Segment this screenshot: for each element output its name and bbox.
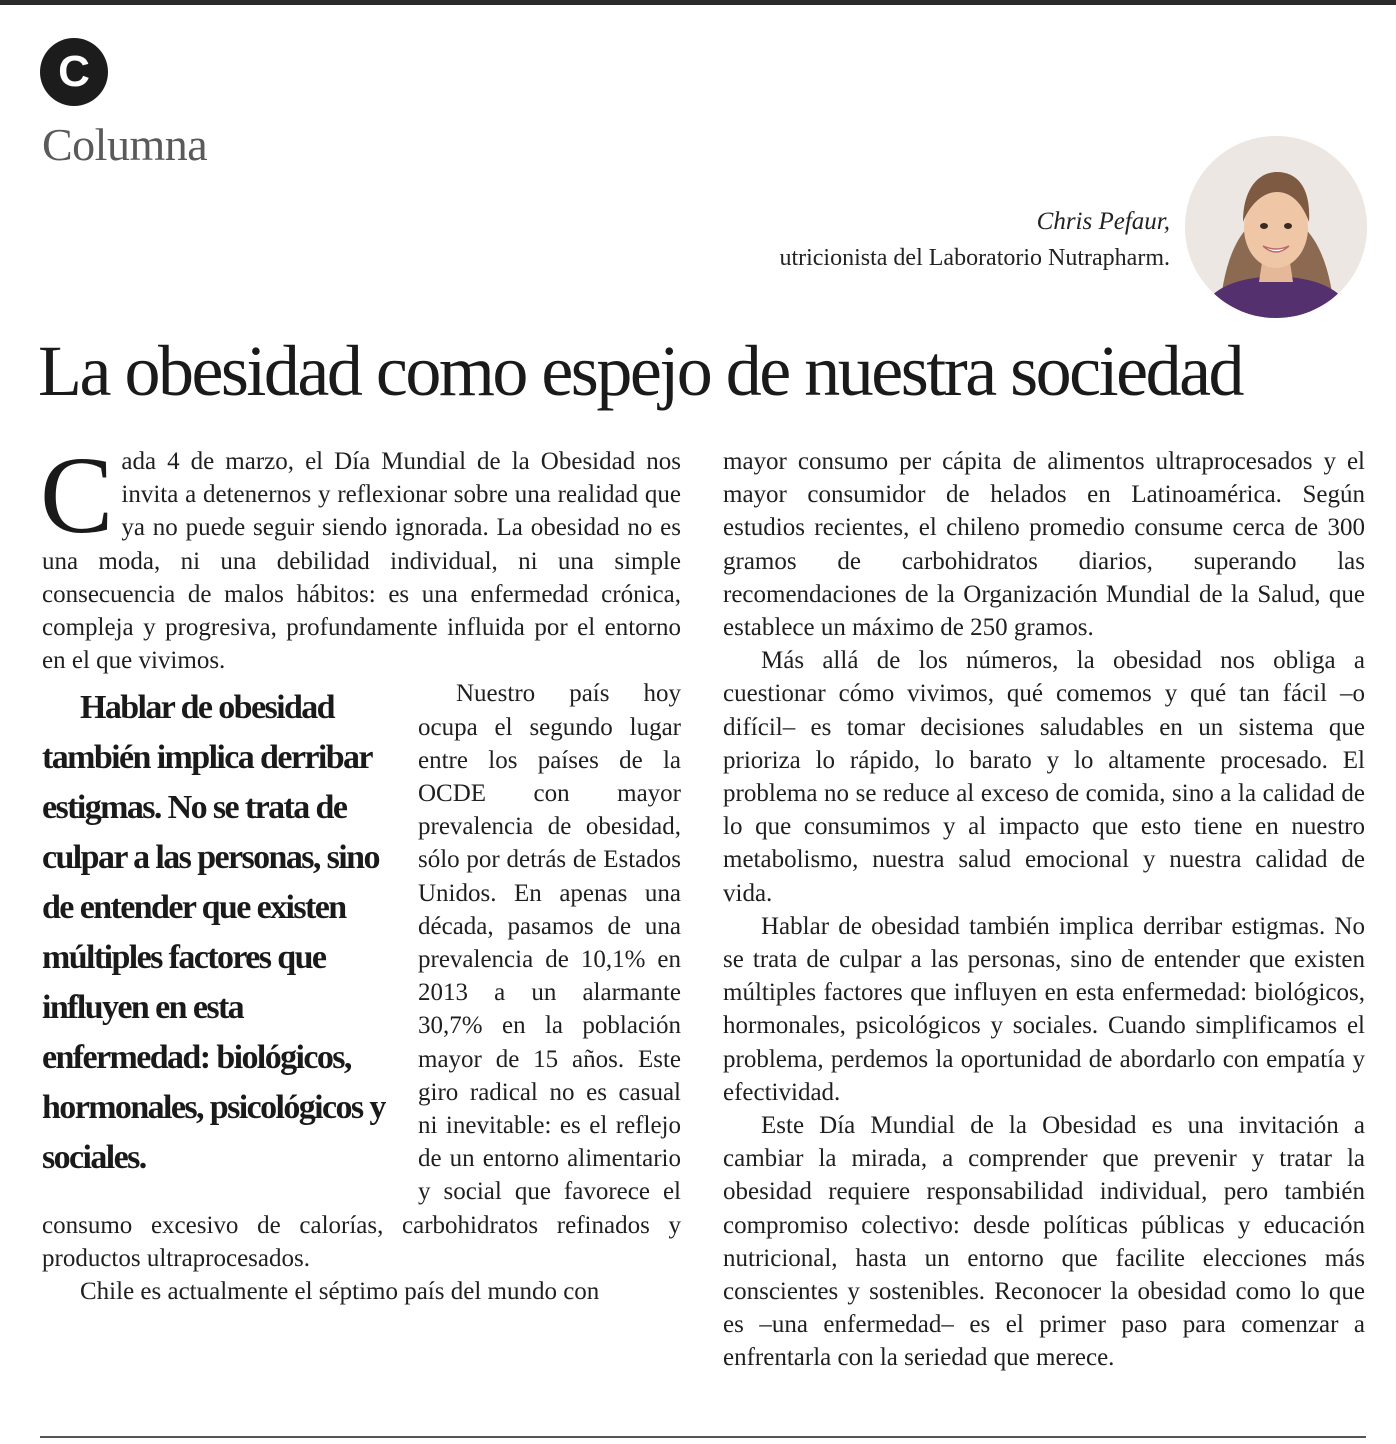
- top-rule: [0, 0, 1396, 5]
- paragraph-5: Hablar de obesidad también implica derribar estigmas. No se trata de culpar a las personas, sino de entender que existen múltiples factores que influyen en esta enfermedad: biológicos, hormonales, psicológicos y sociales. Cuando simplificamos el problema, perdemos la oportunidad de abordarlo con empatía y efectividad.: [723, 912, 1365, 1106]
- column-badge: C: [40, 38, 108, 106]
- author-role: utricionista del Laboratorio Nutrapharm.: [779, 245, 1170, 271]
- headline: La obesidad como espejo de nuestra sociedad: [38, 331, 1243, 411]
- author-portrait-icon: [1185, 136, 1367, 318]
- paragraph-3-continued: mayor consumo per cápita de alimentos ultraprocesados y el mayor consumidor de helados en Latinoamérica. Según estudios recientes, el chileno promedio consume cerca de 300 gramos de carbohidratos diarios, superando las recomendaciones de la Organización Mundial de la Salud, que establece un máximo de 250 gramos.: [723, 448, 1365, 642]
- paragraph-1-text: ada 4 de marzo, el Día Mundial de la Obesidad nos invita a detenernos y reflexionar sobre una realidad que ya no puede seguir siendo ignorada. La obesidad no es una moda, ni una debilidad individual, ni una simple consecuencia de malos hábitos: es una enfermedad crónica, compleja y progresiva, profundamente influida por el entorno en el que vivimos.: [42, 448, 681, 675]
- pull-quote: Hablar de obesidad también implica derribar estigmas. No se trata de culpar a las personas, sino de entender que existen múltiples factores que influyen en esta enfermedad: biológicos, hormonales, psicológicos y sociales.: [42, 689, 385, 1177]
- article-column-right: [723, 445, 1365, 1375]
- author-name: Chris Pefaur,: [1036, 208, 1170, 235]
- section-label: Columna: [42, 119, 208, 170]
- paragraph-3-start: Chile es actualmente el séptimo país del mundo con: [80, 1278, 600, 1306]
- paragraph-6: Este Día Mundial de la Obesidad es una invitación a cambiar la mirada, a comprender que prevenir y tratar la obesidad requiere responsabilidad individual, pero también compromiso colectivo: desde políticas públicas y educación nutricional, hasta un entorno que facilite elecciones más conscientes y sostenibles. Reconocer la obesidad como lo que es –una enfermedad– es el primer paso para comenzar a enfrentarla con la seriedad que merece.: [723, 1112, 1365, 1372]
- paragraph-4: Más allá de los números, la obesidad nos obliga a cuestionar cómo vivimos, qué comemos y qué tan fácil –o difícil– es tomar decisiones saludables en un sistema que prioriza lo rápido, lo barato y lo altamente procesado. El problema no se reduce al exceso de comida, sino a la calidad de lo que consumimos y al impacto que esto tiene en nuestro metabolismo, nuestra salud emocional y nuestra calidad de vida.: [723, 647, 1365, 907]
- bottom-rule: [40, 1436, 1366, 1438]
- paragraph-2: [42, 677, 681, 1275]
- paragraph-1: [40, 434, 681, 677]
- paragraph-2-text: Nuestro país hoy ocupa el segundo lugar entre los países de la OCDE con mayor prevalencia de obesidad, sólo por detrás de Estados Unidos. En apenas una década, pasamos de una prevalencia de 10,1% en 2013 a un alarmante 30,7% en la población mayor de 15 años. Este giro radical no es casual ni inevitable: es el reflejo de un entorno alimentario y social que favorece el consumo excesivo de calorías, carbohidratos refinados y productos ultraprocesados.: [42, 680, 681, 1272]
- article-column-left: [40, 434, 681, 1308]
- author-photo: [1185, 136, 1367, 318]
- drop-cap: C: [40, 434, 114, 556]
